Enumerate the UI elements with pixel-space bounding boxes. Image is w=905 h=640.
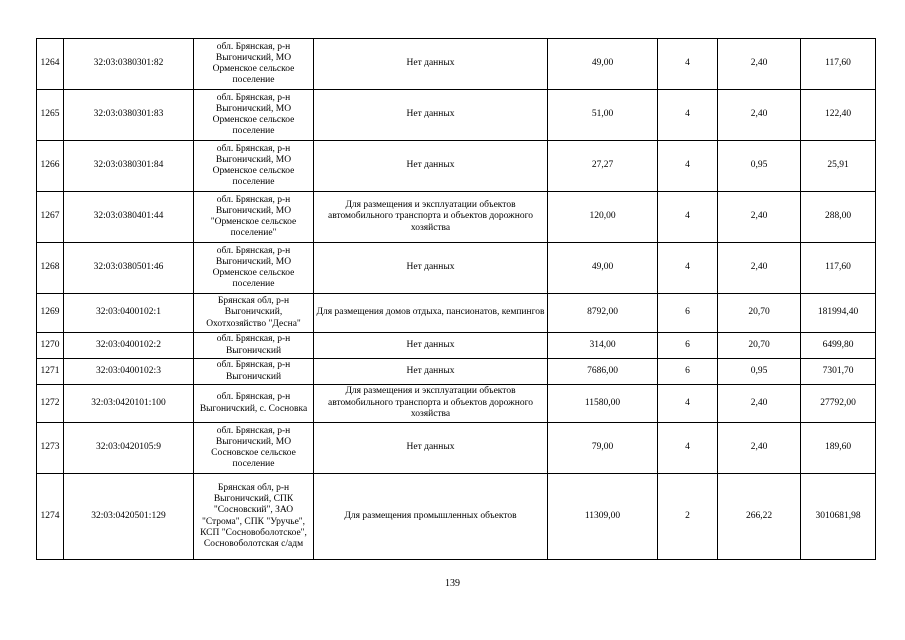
table-row <box>37 294 876 333</box>
area-cell: 49,00 <box>548 39 658 90</box>
cadastral-number: 32:03:0420501:129 <box>64 474 194 560</box>
group-cell: 4 <box>658 39 718 90</box>
row-number: 1267 <box>37 192 64 243</box>
group-cell: 4 <box>658 385 718 423</box>
table-row <box>37 39 876 90</box>
cadastral-value-cell: 6499,80 <box>801 333 876 359</box>
rate-cell: 266,22 <box>718 474 801 560</box>
rate-cell: 20,70 <box>718 294 801 333</box>
cadastral-number: 32:03:0380301:82 <box>64 39 194 90</box>
address-cell: обл. Брянская, р-н Выгоничский, МО Орменское сельское поселение <box>194 39 314 90</box>
area-cell: 51,00 <box>548 90 658 141</box>
cadastral-value-cell: 122,40 <box>801 90 876 141</box>
land-plots-table <box>36 38 876 560</box>
table-row <box>37 474 876 560</box>
rate-cell: 2,40 <box>718 243 801 294</box>
group-cell: 6 <box>658 294 718 333</box>
rate-cell: 2,40 <box>718 385 801 423</box>
permitted-use-cell: Для размещения домов отдыха, пансионатов, кемпингов <box>314 294 548 333</box>
address-cell: Брянская обл, р-н Выгоничский, СПК "Сосновский", ЗАО "Строма", СПК "Уручье", КСП "Сосновоболотское", Сосновоболотская с/адм <box>194 474 314 560</box>
cadastral-number: 32:03:0400102:2 <box>64 333 194 359</box>
cadastral-number: 32:03:0400102:1 <box>64 294 194 333</box>
group-cell: 2 <box>658 474 718 560</box>
group-cell: 6 <box>658 333 718 359</box>
cadastral-number: 32:03:0400102:3 <box>64 359 194 385</box>
cadastral-value-cell: 117,60 <box>801 243 876 294</box>
table-row <box>37 385 876 423</box>
group-cell: 4 <box>658 192 718 243</box>
row-number: 1266 <box>37 141 64 192</box>
permitted-use-cell: Нет данных <box>314 39 548 90</box>
cadastral-number: 32:03:0380401:44 <box>64 192 194 243</box>
permitted-use-cell: Нет данных <box>314 90 548 141</box>
area-cell: 79,00 <box>548 423 658 474</box>
address-cell: Брянская обл, р-н Выгоничский, Охотхозяйство "Десна" <box>194 294 314 333</box>
area-cell: 8792,00 <box>548 294 658 333</box>
area-cell: 314,00 <box>548 333 658 359</box>
cadastral-value-cell: 117,60 <box>801 39 876 90</box>
rate-cell: 0,95 <box>718 141 801 192</box>
cadastral-number: 32:03:0380301:84 <box>64 141 194 192</box>
permitted-use-cell: Нет данных <box>314 141 548 192</box>
permitted-use-cell: Нет данных <box>314 423 548 474</box>
rate-cell: 20,70 <box>718 333 801 359</box>
rate-cell: 0,95 <box>718 359 801 385</box>
permitted-use-cell: Нет данных <box>314 359 548 385</box>
row-number: 1270 <box>37 333 64 359</box>
address-cell: обл. Брянская, р-н Выгоничский <box>194 333 314 359</box>
address-cell: обл. Брянская, р-н Выгоничский <box>194 359 314 385</box>
group-cell: 4 <box>658 423 718 474</box>
cadastral-value-cell: 7301,70 <box>801 359 876 385</box>
cadastral-value-cell: 189,60 <box>801 423 876 474</box>
table-row <box>37 141 876 192</box>
page-number: 139 <box>445 578 460 589</box>
address-cell: обл. Брянская, р-н Выгоничский, МО "Орменское сельское поселение" <box>194 192 314 243</box>
cadastral-value-cell: 181994,40 <box>801 294 876 333</box>
area-cell: 7686,00 <box>548 359 658 385</box>
table-row <box>37 359 876 385</box>
row-number: 1269 <box>37 294 64 333</box>
row-number: 1274 <box>37 474 64 560</box>
group-cell: 4 <box>658 141 718 192</box>
rate-cell: 2,40 <box>718 192 801 243</box>
row-number: 1271 <box>37 359 64 385</box>
area-cell: 120,00 <box>548 192 658 243</box>
rate-cell: 2,40 <box>718 423 801 474</box>
cadastral-number: 32:03:0380501:46 <box>64 243 194 294</box>
cadastral-value-cell: 288,00 <box>801 192 876 243</box>
rate-cell: 2,40 <box>718 90 801 141</box>
address-cell: обл. Брянская, р-н Выгоничский, МО Орменское сельское поселение <box>194 243 314 294</box>
table-row <box>37 333 876 359</box>
table-row <box>37 423 876 474</box>
permitted-use-cell: Нет данных <box>314 243 548 294</box>
area-cell: 27,27 <box>548 141 658 192</box>
address-cell: обл. Брянская, р-н Выгоничский, с. Сосновка <box>194 385 314 423</box>
table-row <box>37 90 876 141</box>
cadastral-number: 32:03:0420105:9 <box>64 423 194 474</box>
permitted-use-cell: Нет данных <box>314 333 548 359</box>
row-number: 1272 <box>37 385 64 423</box>
group-cell: 6 <box>658 359 718 385</box>
table-row <box>37 192 876 243</box>
area-cell: 11309,00 <box>548 474 658 560</box>
table-row <box>37 243 876 294</box>
address-cell: обл. Брянская, р-н Выгоничский, МО Сосновское сельское поселение <box>194 423 314 474</box>
cadastral-number: 32:03:0380301:83 <box>64 90 194 141</box>
permitted-use-cell: Для размещения и эксплуатации объектов автомобильного транспорта и объектов дорожного хозяйства <box>314 385 548 423</box>
cadastral-value-cell: 27792,00 <box>801 385 876 423</box>
group-cell: 4 <box>658 90 718 141</box>
cadastral-number: 32:03:0420101:100 <box>64 385 194 423</box>
permitted-use-cell: Для размещения и эксплуатации объектов автомобильного транспорта и объектов дорожного хозяйства <box>314 192 548 243</box>
address-cell: обл. Брянская, р-н Выгоничский, МО Орменское сельское поселение <box>194 141 314 192</box>
address-cell: обл. Брянская, р-н Выгоничский, МО Орменское сельское поселение <box>194 90 314 141</box>
row-number: 1273 <box>37 423 64 474</box>
cadastral-value-cell: 3010681,98 <box>801 474 876 560</box>
area-cell: 11580,00 <box>548 385 658 423</box>
cadastral-value-cell: 25,91 <box>801 141 876 192</box>
row-number: 1268 <box>37 243 64 294</box>
area-cell: 49,00 <box>548 243 658 294</box>
row-number: 1264 <box>37 39 64 90</box>
row-number: 1265 <box>37 90 64 141</box>
rate-cell: 2,40 <box>718 39 801 90</box>
permitted-use-cell: Для размещения промышленных объектов <box>314 474 548 560</box>
group-cell: 4 <box>658 243 718 294</box>
